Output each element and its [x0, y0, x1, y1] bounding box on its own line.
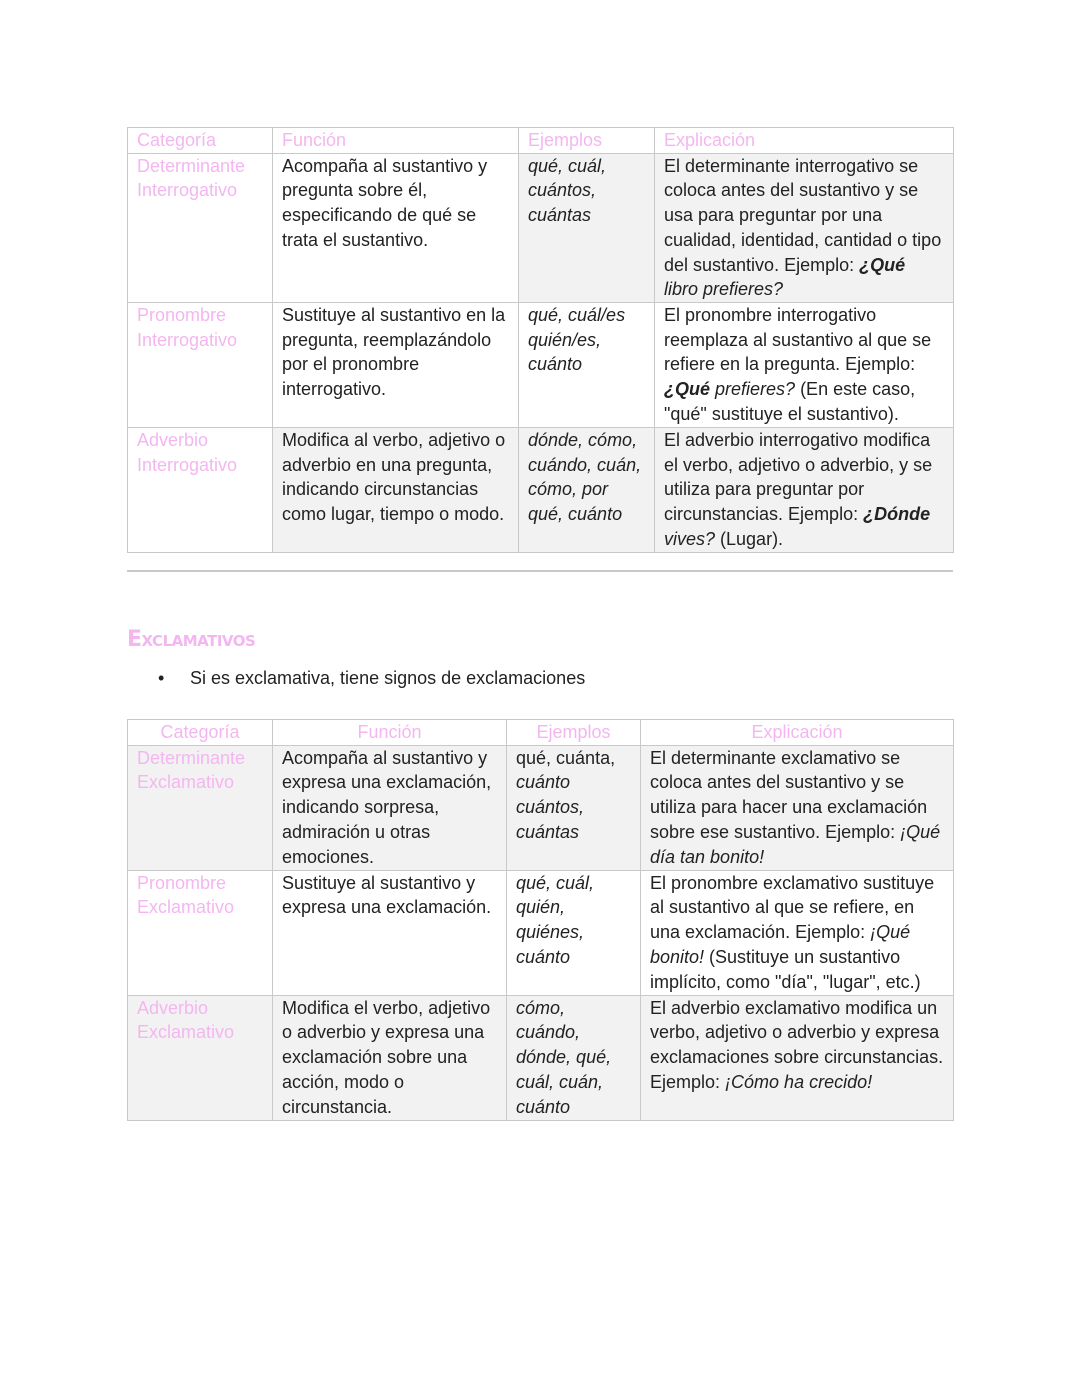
- ejemplos-cell: qué, cuál, cuántos, cuántas: [519, 153, 655, 302]
- header-funcion: Función: [273, 128, 519, 154]
- ejemplos-cell: qué, cuál/es quién/es, cuánto: [519, 302, 655, 427]
- table-row: [128, 153, 954, 302]
- funcion-cell: Sustituye al sustantivo en la pregunta, reemplazándolo por el pronombre interrogativo.: [273, 302, 519, 427]
- funcion-cell: Modifica al verbo, adjetivo o adverbio en una pregunta, indicando circunstancias como lugar, tiempo o modo.: [273, 427, 519, 552]
- category-cell: Adverbio Interrogativo: [128, 427, 273, 552]
- table-row: [128, 745, 954, 870]
- bullet-list: [158, 666, 585, 690]
- funcion-cell: Sustituye al sustantivo y expresa una exclamación.: [273, 870, 507, 995]
- header-categoria: Categoría: [128, 720, 273, 746]
- ejemplos-cell: qué, cuál, quién, quiénes, cuánto: [507, 870, 641, 995]
- category-cell: Adverbio Exclamativo: [128, 995, 273, 1120]
- table-row: [128, 302, 954, 427]
- funcion-cell: Acompaña al sustantivo y pregunta sobre él, especificando de qué se trata el sustantivo.: [273, 153, 519, 302]
- category-cell: Determinante Interrogativo: [128, 153, 273, 302]
- header-ejemplos: Ejemplos: [507, 720, 641, 746]
- explicacion-cell: El pronombre interrogativo reemplaza al sustantivo al que se refiere en la pregunta. Ejemplo: ¿Qué prefieres? (En este caso, "qué" sustituye el sustantivo).: [655, 302, 954, 427]
- table-row: [128, 427, 954, 552]
- table-header-row: [128, 128, 954, 154]
- exclamativos-table: [127, 719, 954, 1121]
- ejemplos-cell: qué, cuánta, cuánto cuántos, cuántas: [507, 745, 641, 870]
- explicacion-cell: El pronombre exclamativo sustituye al sustantivo al que se refiere, en una exclamación. Ejemplo: ¡Qué bonito! (Sustituye un sustantivo implícito, como "día", "lugar", etc.): [641, 870, 954, 995]
- ejemplos-cell: cómo, cuándo, dónde, qué, cuál, cuán, cuánto: [507, 995, 641, 1120]
- explicacion-cell: El adverbio exclamativo modifica un verbo, adjetivo o adverbio y expresa exclamaciones sobre circunstancias. Ejemplo: ¡Cómo ha crecido!: [641, 995, 954, 1120]
- category-cell: Determinante Exclamativo: [128, 745, 273, 870]
- list-item: • Si es exclamativa, tiene signos de exclamaciones: [158, 666, 585, 690]
- category-cell: Pronombre Interrogativo: [128, 302, 273, 427]
- explicacion-cell: El determinante interrogativo se coloca antes del sustantivo y se usa para preguntar por una cualidad, identidad, cantidad o tipo del sustantivo. Ejemplo: ¿Qué libro prefieres?: [655, 153, 954, 302]
- section-heading: Exclamativos: [127, 627, 256, 652]
- table-row: [128, 870, 954, 995]
- ejemplos-cell: dónde, cómo, cuándo, cuán, cómo, por qué, cuánto: [519, 427, 655, 552]
- header-categoria: Categoría: [128, 128, 273, 154]
- explicacion-cell: El adverbio interrogativo modifica el verbo, adjetivo o adverbio, y se utiliza para preguntar por circunstancias. Ejemplo: ¿Dónde vives? (Lugar).: [655, 427, 954, 552]
- explicacion-cell: El determinante exclamativo se coloca antes del sustantivo y se utiliza para hacer una exclamación sobre ese sustantivo. Ejemplo: ¡Qué día tan bonito!: [641, 745, 954, 870]
- funcion-cell: Modifica el verbo, adjetivo o adverbio y expresa una exclamación sobre una acción, modo o circunstancia.: [273, 995, 507, 1120]
- header-funcion: Función: [273, 720, 507, 746]
- header-ejemplos: Ejemplos: [519, 128, 655, 154]
- horizontal-rule: [127, 570, 953, 572]
- category-cell: Pronombre Exclamativo: [128, 870, 273, 995]
- interrogativos-table: [127, 127, 954, 553]
- table-header-row: [128, 720, 954, 746]
- header-explicacion: Explicación: [641, 720, 954, 746]
- funcion-cell: Acompaña al sustantivo y expresa una exclamación, indicando sorpresa, admiración u otras emociones.: [273, 745, 507, 870]
- header-explicacion: Explicación: [655, 128, 954, 154]
- table-row: [128, 995, 954, 1120]
